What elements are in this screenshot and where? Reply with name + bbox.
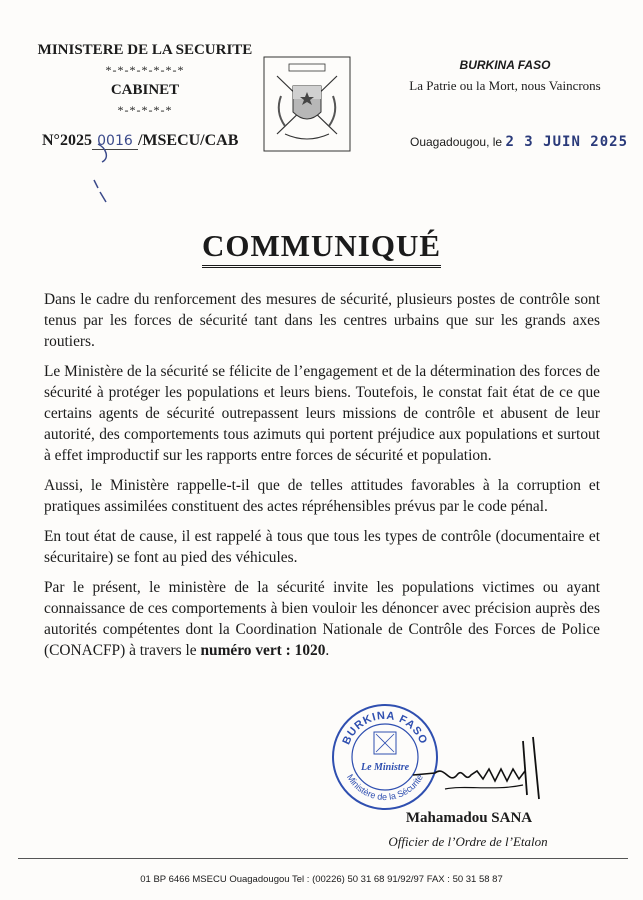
footer-contact: 01 BP 6466 MSECU Ouagadougou Tel : (00226) 50 31 68 91/92/97 FAX : 50 31 58 87: [140, 874, 503, 885]
signatory-title: Officier de l’Ordre de l’Etalon: [388, 834, 548, 849]
paragraph: En tout état de cause, il est rappelé à tous que tous les types de contrôle (documentaire et sécuritaire) se font au pied des véhicules.: [44, 528, 600, 566]
reference-suffix: /MSECU/CAB: [137, 132, 239, 149]
coat-of-arms-emblem: [263, 56, 351, 152]
paragraph-hotline: [44, 577, 600, 661]
issuer-block: [30, 40, 260, 120]
paragraph: Aussi, le Ministère rappelle-t-il que de telles attitudes favorables à la corruption et pratiques assimilées constituent des actes répréhensibles prévus par le code pénal.: [44, 477, 600, 515]
date-stamp: 2 3 JUIN 2025: [505, 134, 629, 150]
stars-divider-2: *-*-*-*-*: [117, 103, 173, 117]
dateline: [410, 134, 628, 150]
document-title: [0, 228, 643, 264]
national-motto: La Patrie ou la Mort, nous Vaincrons: [409, 78, 601, 93]
cabinet-label: CABINET: [110, 82, 180, 98]
hotline-text: Par le présent, le ministère de la sécurité invite les populations victimes ou ayant connaissance de ces comportements à bien vouloir les dénoncer avec précision auprès des autorités compétentes dont la Coordination Nationale de Contrôle des Forces de Police (CONACFP) à travers le: [44, 579, 600, 659]
handwritten-mark: [88, 140, 128, 210]
paragraph: Le Ministère de la sécurité se félicite de l’engagement et de la détermination des forces de sécurité à protéger les populations et leurs biens. Toutefois, le constat fait état de ce que certains agents de sécurité outrepassent leurs missions de contrôle et abusent de leur autorité, des comportements tous azimuts qui portent préjudice aux populations et surtout à effet improductif sur les rapports entre forces de sécurité et population.: [44, 363, 600, 464]
hotline-number: numéro vert : 1020: [200, 642, 326, 659]
date-place: Ouagadougou, le: [410, 135, 503, 149]
reference-number: [42, 132, 238, 150]
signatory-name: Mahamadou SANA: [405, 810, 533, 826]
stars-divider: *-*-*-*-*-*-*: [105, 63, 185, 77]
footer-divider: [18, 858, 628, 859]
seal-bottom-text: Ministère de la Sécurité: [344, 772, 426, 803]
paragraph: Dans le cadre du renforcement des mesures de sécurité, plusieurs postes de contrôle sont tenus par les forces de sécurité tant dans les centres urbains que sur les grands axes routiers.: [44, 291, 600, 350]
seal-top-text: BURKINA FASO: [340, 709, 430, 747]
country-name: BURKINA FASO: [459, 58, 551, 72]
seal-center-text: Le Ministre: [360, 762, 410, 773]
ministry-name: MINISTERE DE LA SECURITE: [37, 42, 253, 58]
handwritten-number: 0016: [92, 133, 138, 150]
country-block: [400, 58, 610, 94]
title-text: COMMUNIQUÉ: [202, 228, 441, 268]
hotline-end: .: [325, 642, 330, 659]
reference-prefix: N°2025: [42, 132, 92, 149]
handwritten-signature: [405, 735, 555, 805]
communique-body: [44, 289, 600, 670]
